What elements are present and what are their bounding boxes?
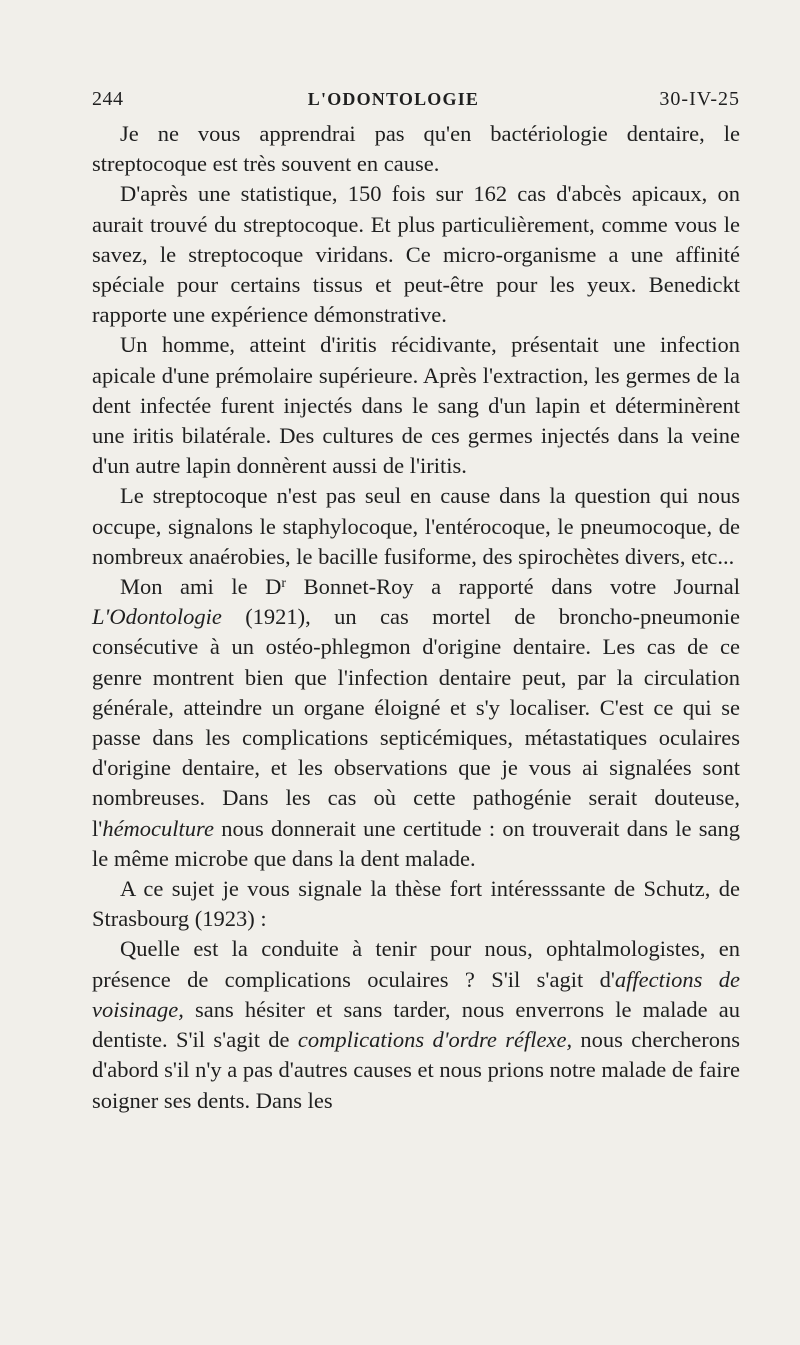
running-header [92, 88, 740, 111]
term-italic: affections de voisinage, [92, 966, 740, 1022]
paragraph-3: Un homme, atteint d'iritis récidivante, présentait une infection apicale d'une prémolaire supérieure. Après l'extraction, les germes de la dent infectée furent injectés dans le sang d'un lapin et déterminèrent une iritis bilatérale. Des cultures de ces germes injectés dans la veine d'un autre lapin donnèrent aussi de l'iritis. [92, 332, 740, 479]
text-run: Bonnet-Roy a rapporté dans votre Journal [286, 574, 741, 600]
superscript: r [281, 576, 287, 592]
paragraph-5 [92, 572, 740, 874]
paragraph-2: D'après une statistique, 150 fois sur 162 cas d'abcès apicaux, on aurait trouvé du streptocoque. Et plus particulièrement, comme vous le savez, le streptocoque viridans. Ce micro-organisme a une affinité spéciale pour certains tissus et peut-être pour les yeux. Benedickt rapporte une expérience démonstrative. [92, 181, 740, 328]
paragraph-6: A ce sujet je vous signale la thèse fort intéresssante de Schutz, de Strasbourg (1923) : [92, 876, 740, 932]
text-run: Quelle est la conduite à tenir pour nous, ophtalmologistes, en présence de complications oculaires ? S'il s'agit d' [92, 936, 740, 992]
journal-name-italic: L'Odontologie [92, 604, 222, 630]
body-text [92, 119, 740, 1116]
text-run: (1921), un cas mortel de broncho-pneumonie consécutive à un ostéo-phlegmon d'origine dentaire. Les cas de ce genre montrent bien que l'infection dentaire peut, par la circulation générale, atteindre un organe éloigné et s'y localiser. C'est ce qui se passe dans les complications septicémiques, métastatiques oculaires d'origine dentaire, et les observations que je vous ai signalées sont nombreuses. Dans les cas où cette pathogénie serait douteuse, l' [92, 604, 740, 841]
paragraph-4: Le streptocoque n'est pas seul en cause dans la question qui nous occupe, signalons le staphylocoque, l'entérocoque, le pneumocoque, de nombreux anaérobies, le bacille fusiforme, des spirochètes divers, etc... [92, 483, 740, 569]
issue-date: 30-IV-25 [659, 88, 740, 110]
text-run: Mon ami le D [120, 574, 282, 600]
text-run: nous donnerait une certitude : on trouverait dans le sang le même microbe que dans la dent malade. [92, 815, 740, 871]
text-run: sans hésiter et sans tarder, nous enverrons le malade au dentiste. S'il s'agit de [92, 996, 740, 1053]
journal-title: L'ODONTOLOGIE [307, 89, 480, 109]
text-run: nous chercherons d'abord s'il n'y a pas d'autres causes et nous prions notre malade de faire soigner ses dents. Dans les [92, 1027, 740, 1113]
page-number: 244 [92, 88, 124, 110]
paragraph-1: Je ne vous apprendrai pas qu'en bactériologie dentaire, le streptocoque est très souvent en cause. [92, 121, 740, 177]
paragraph-7 [92, 934, 740, 1115]
term-italic: complications d'ordre réflexe, [297, 1027, 573, 1053]
term-italic: hémoculture [102, 815, 214, 841]
